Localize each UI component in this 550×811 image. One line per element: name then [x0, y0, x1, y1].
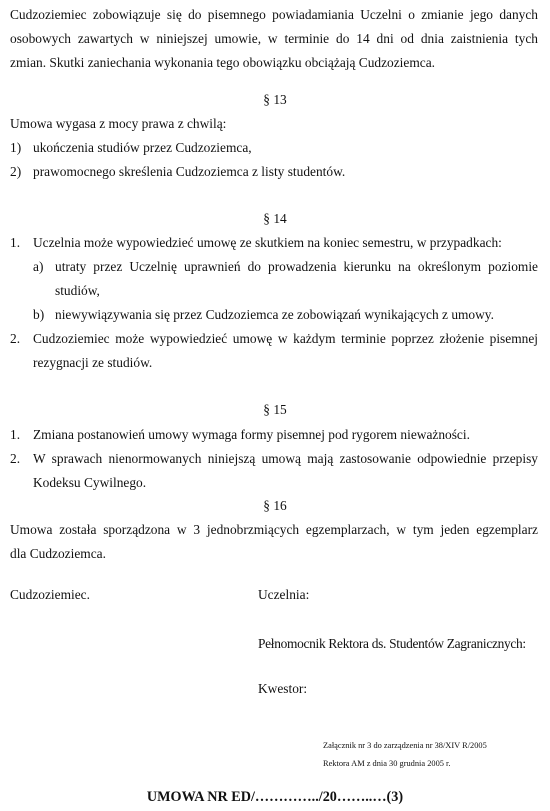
signature-bursar-label: Kwestor: [258, 681, 308, 696]
section-13-lead: Umowa wygasa z mocy prawa z chwilą: [10, 116, 227, 131]
section-14-sub-b-marker: b) [33, 307, 45, 322]
section-16-heading: § 16 [263, 498, 287, 513]
annex-note-line-1: Załącznik nr 3 do zarządzenia nr 38/XIV R/2005 [323, 741, 487, 750]
section-13-item-1-number: 1) [10, 140, 22, 155]
intro-line-1: Cudzoziemiec zobowiązuje się do pisemnego powiadamiania Uczelni o zmianie jego danych [10, 7, 538, 22]
section-15-item-2-line-2: Kodeksu Cywilnego. [33, 475, 147, 490]
section-13-item-2-text: prawomocnego skreślenia Cudzoziemca z listy studentów. [33, 164, 346, 179]
section-13-item-1-text: ukończenia studiów przez Cudzoziemca, [33, 140, 252, 155]
section-16-line-2: dla Cudzoziemca. [10, 546, 106, 561]
section-13-item-2-number: 2) [10, 164, 22, 179]
signature-university-label: Uczelnia: [258, 587, 310, 602]
section-14-sub-a-line-1: utraty przez Uczelnię uprawnień do prowadzenia kierunku na określonym poziomie [55, 259, 538, 274]
section-14-item-2-number: 2. [10, 331, 21, 346]
section-14-sub-a-marker: a) [33, 259, 44, 274]
section-14-sub-b-text: niewywiązywania się przez Cudzoziemca ze zobowiązań wynikających z umowy. [55, 307, 494, 322]
signature-foreigner-label: Cudzoziemiec. [10, 587, 90, 602]
section-14-heading: § 14 [263, 211, 287, 226]
section-15-item-1-text: Zmiana postanowień umowy wymaga formy pisemnej pod rygorem nieważności. [33, 427, 470, 442]
section-15-heading: § 15 [263, 402, 287, 417]
section-14-sub-a-line-2: studiów, [55, 283, 100, 298]
section-15-item-1-number: 1. [10, 427, 21, 442]
contract-number-title: UMOWA NR ED/…………../20……..…(3) [146, 789, 404, 805]
section-14-item-2-line-1: Cudzoziemiec może wypowiedzieć umowę w każdym terminie poprzez złożenie pisemnej [33, 331, 538, 346]
section-13-heading: § 13 [263, 92, 287, 107]
section-15-item-2-number: 2. [10, 451, 21, 466]
intro-line-2: osobowych zawartych w niniejszej umowie, w terminie do 14 dni od dnia zaistnienia tych [10, 31, 538, 46]
section-15-item-2-line-1: W sprawach nienormowanych niniejszą umową mają zastosowanie odpowiednie przepisy [33, 451, 538, 466]
section-14-item-2-line-2: rezygnacji ze studiów. [33, 355, 153, 370]
signature-proxy-label: Pełnomocnik Rektora ds. Studentów Zagranicznych: [258, 636, 526, 651]
section-14-item-1-number: 1. [10, 235, 21, 250]
intro-line-3: zmian. Skutki zaniechania wykonania tego obowiązku obciążają Cudzoziemca. [10, 55, 435, 70]
section-14-item-1-text: Uczelnia może wypowiedzieć umowę ze skutkiem na koniec semestru, w przypadkach: [33, 235, 502, 250]
section-16-line-1: Umowa została sporządzona w 3 jednobrzmiących egzemplarzach, w tym jeden egzemplarz [10, 522, 538, 537]
annex-note-line-2: Rektora AM z dnia 30 grudnia 2005 r. [323, 759, 451, 768]
